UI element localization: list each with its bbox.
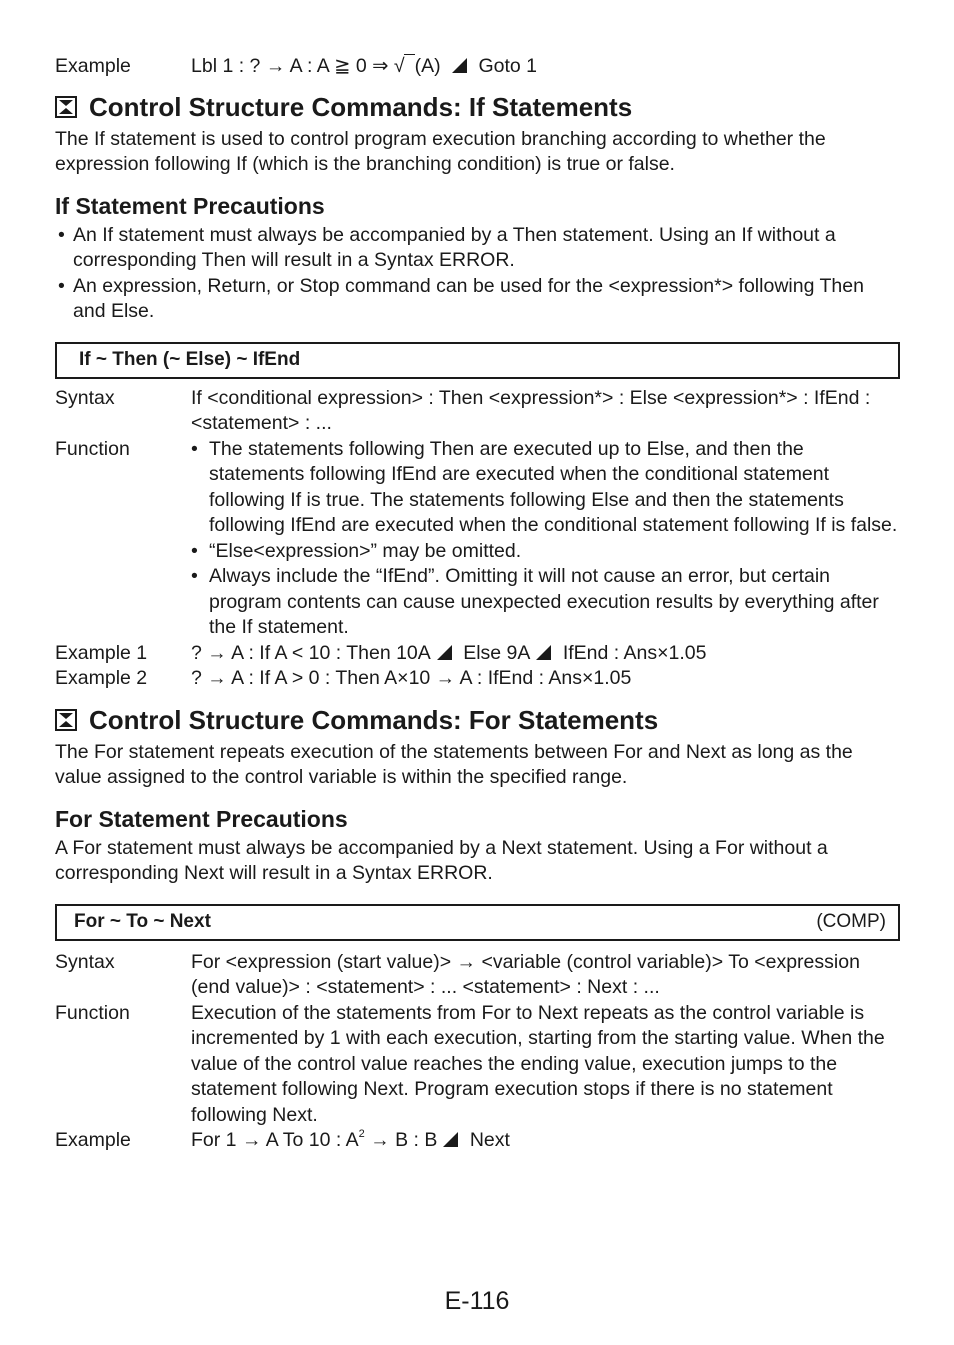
if-precautions-title: If Statement Precautions: [55, 192, 325, 219]
top-example: [55, 54, 900, 80]
for-precautions-title: For Statement Precautions: [55, 805, 348, 832]
for-example-row: Example For 1 → A To 10 : $A^2 \to B$ : B Next: [55, 1128, 900, 1154]
list-item: • “Else<expression>” may be omitted.: [191, 539, 900, 565]
for-syntax-row: Syntax For <expression (start value)> → <variable (control variable)> To <expression (end value)> : <statement> : ... <statement> : Next : ...: [55, 950, 900, 1001]
mode-note: (COMP): [816, 911, 886, 933]
for-command-title: For ~ To ~ Next: [74, 911, 211, 933]
if-command-box: [55, 342, 900, 379]
section-marker-icon: [55, 709, 77, 731]
sqrt-symbol: √: [394, 54, 415, 80]
list-item: • Always include the “IfEnd”. Omitting it will not cause an error, but certain program contents can cause unexpected execution results by everything after the If statement.: [191, 564, 900, 641]
list-item: • An expression, Return, or Stop command can be used for the <expression*> following Then and Else.: [55, 274, 900, 325]
list-item: • The statements following Then are executed up to Else, and then the statements following IfEnd are executed when the conditional statement following If is true. The statements following Else and then the statements following IfEnd are executed when the conditional statement following If is false.: [191, 437, 900, 539]
section-marker-icon: [55, 96, 77, 118]
for-example: For 1 → A To 10 : $A^2 \to B$ : B Next: [191, 1128, 510, 1151]
for-section-title: Control Structure Commands: For Statements: [55, 704, 900, 736]
if-syntax-row: Syntax If <conditional expression> : Then <expression*> : Else <expression*> : IfEnd : <statement> : ...: [55, 386, 900, 437]
if-precautions-list: [55, 223, 900, 325]
if-example1: ? → A : If A < 10 : Then 10A Else 9A IfEnd : Ans×1.05: [191, 641, 707, 664]
display-triangle-icon: [452, 58, 467, 73]
list-item: • An If statement must always be accompanied by a Then statement. Using an If without a corresponding Then will result in a Syntax ERROR.: [55, 223, 900, 274]
page-number: E-116: [444, 1287, 510, 1315]
if-intro: The If statement is used to control program execution branching according to whether the expression following If (which is the branching condition) is true or false.: [55, 127, 826, 175]
for-syntax: For <expression (start value)> → <variable (control variable)> To <expression (end value)> : <statement> : ... <statement> : Next : ...: [191, 950, 860, 998]
if-example2: ? → A : If A > 0 : Then A×10 → A : IfEnd : Ans×1.05: [191, 667, 632, 689]
if-section-title: Control Structure Commands: If Statements: [55, 91, 900, 123]
display-triangle-icon: [443, 1132, 458, 1147]
if-command-title: If ~ Then (~ Else) ~ IfEnd: [79, 349, 301, 371]
for-precautions-text: A For statement must always be accompanied by a Next statement. Using a For without a corresponding Next will result in a Syntax ERROR.: [55, 836, 828, 884]
for-command-box: [55, 904, 900, 941]
for-function: Execution of the statements from For to Next repeats as the control variable is incremented by 1 with each execution, starting from the starting value. When the value of the control value reaches the ending value, execution jumps to the statement following Next. Program execution stops if there is no statement following Next.: [191, 1001, 885, 1126]
example-code: Lbl 1 : ? → A : A ≧ 0 ⇒ √ (A) Goto 1: [191, 54, 900, 80]
for-intro: The For statement repeats execution of the statements between For and Next as long as the value assigned to the control variable is within the specified range.: [55, 740, 853, 788]
example-label: Example: [55, 55, 131, 77]
if-example1-row: Example 1 ? → A : If A < 10 : Then 10A Else 9A IfEnd : Ans×1.05: [55, 641, 900, 667]
if-function-list: [191, 437, 900, 641]
manual-page: [55, 54, 900, 1154]
for-function-row: Function Execution of the statements from For to Next repeats as the control variable is incremented by 1 with each execution, starting from the starting value. When the value of the control value reaches the ending value, execution jumps to the statement following Next. Program execution stops if there is no statement following Next.: [55, 1001, 900, 1129]
if-example2-row: Example 2 ? → A : If A > 0 : Then A×10 → A : IfEnd : Ans×1.05: [55, 666, 900, 692]
display-triangle-icon: [536, 645, 551, 660]
if-syntax: If <conditional expression> : Then <expression*> : Else <expression*> : IfEnd : <statement> : ...: [191, 386, 871, 434]
display-triangle-icon: [437, 645, 452, 660]
if-function-row: Function • The statements following Then are executed up to Else, and then the statements following IfEnd are executed when the conditional statement following If is true. The statements following Else and then the statements following IfEnd are executed when the conditional statement following If is false. • “Else<expression>” may be omitted. • Always include the “IfEnd”. Omitting it will not cause an error, but certain program contents can cause unexpected execution results by everything after the If statement.: [55, 437, 900, 641]
